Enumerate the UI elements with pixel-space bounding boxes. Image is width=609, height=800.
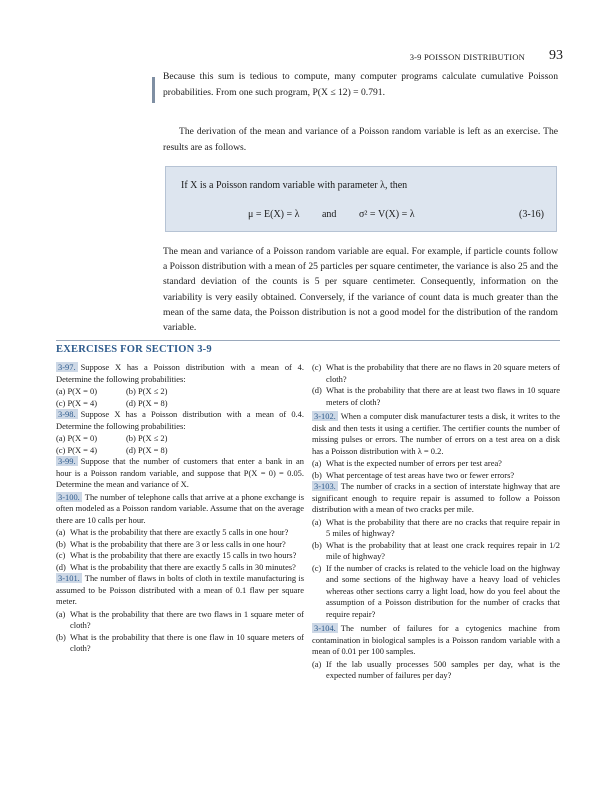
option-c: (c) P(X = 4) [56, 397, 98, 408]
mean-equation: μ = E(X) = λ [248, 209, 300, 220]
part-label: (c) [56, 550, 66, 560]
part-text: What is the probability that there are two flaws in 1 square meter of cloth? [70, 608, 304, 630]
exercise-number: 3-102. [314, 411, 336, 421]
exercise-text: The number of telephone calls that arrive at a phone exchange is often modeled as a Poisson random variable. Assume that on the average there are 10 calls per hour. [56, 491, 304, 525]
section-rule [56, 340, 560, 341]
part-text: What is the probability that there are exactly 5 calls in one hour? [70, 527, 289, 537]
part-label: (d) [56, 561, 66, 572]
part-label: (b) [56, 631, 66, 642]
exercise-number: 3-98. [58, 409, 76, 419]
exercise-text: The number of cracks in a section of interstate highway that are significant enough to require repair is assumed to follow a Poisson distribution with a mean of two cracks per mile. [312, 481, 560, 514]
margin-bar [152, 77, 155, 103]
page-number: 93 [549, 48, 563, 63]
definition-box [165, 166, 557, 232]
part-b [56, 632, 304, 655]
part-text: What is the probability that there are no cracks that require repair in 5 miles of highway? [326, 516, 560, 538]
exercise-3-99 [56, 456, 304, 491]
exercise-number: 3-104. [314, 623, 336, 633]
exercise-3-98 [56, 409, 304, 432]
intro-paragraph-2: The derivation of the mean and variance of a Poisson random variable is left as an exercise. The results are as follows. [163, 126, 558, 153]
part-a [312, 458, 560, 470]
part-text: What is the probability that there are exactly 5 calls in 30 minutes? [70, 561, 296, 572]
mean-variance-paragraph: The mean and variance of a Poisson random variable are equal. For example, if particle counts follow a Poisson distribution with a mean of 25 particles per square centimeter, the variance is also 25 and the standard deviation of the counts is 5 per square centimeter. Consequently, information on the variability is very easily obtained. Conversely, if the variance of count data is much greater than the mean of the same data, the Poisson distribution is not a good model for the distribution of the random variable. [163, 246, 558, 334]
part-text: What is the probability that there are no flaws in 20 square meters of cloth? [326, 362, 560, 384]
exercise-number: 3-100. [58, 491, 80, 502]
exercises-left-column [56, 362, 304, 655]
exercise-number: 3-101. [58, 573, 80, 583]
exercise-text: The number of flaws in bolts of cloth in textile manufacturing is assumed to be Poisson distributed with a mean of 0.1 flaw per square meter. [56, 573, 304, 606]
option-d: (d) P(X = 8) [126, 397, 168, 408]
part-b [56, 539, 304, 551]
part-a [56, 609, 304, 632]
part-b [312, 540, 560, 563]
exercise-options [56, 445, 304, 457]
exercise-number: 3-99. [58, 456, 76, 466]
part-text: What is the probability that there are at least two flaws in 10 square meters of cloth? [326, 385, 560, 407]
exercise-3-97 [56, 362, 304, 385]
option-a: (a) P(X = 0) [56, 386, 98, 396]
part-text: What is the probability that there is one flaw in 10 square meters of cloth? [70, 631, 304, 653]
exercise-number: 3-103. [314, 481, 336, 491]
part-label: (d) [312, 385, 322, 395]
part-label: (c) [312, 562, 322, 573]
part-text: If the lab usually processes 500 samples per day, what is the expected number of failures per day? [326, 658, 560, 680]
exercise-text: Suppose that the number of customers that enter a bank in an hour is a Poisson random variable, and suppose that P(X = 0) = 0.05. Determine the mean and variance of X. [56, 456, 304, 489]
exercise-text: Suppose X has a Poisson distribution with a mean of 0.4. Determine the following probabilities: [56, 409, 304, 431]
part-text: What is the probability that there are exactly 15 calls in two hours? [70, 550, 297, 560]
part-text: What percentage of test areas have two or fewer errors? [326, 469, 515, 480]
part-label: (a) [312, 516, 322, 527]
part-label: (b) [312, 469, 322, 480]
part-label: (a) [56, 527, 66, 537]
exercise-options [56, 433, 304, 445]
section-title: EXERCISES FOR SECTION 3-9 [56, 344, 212, 355]
exercise-3-100 [56, 492, 304, 527]
option-a: (a) P(X = 0) [56, 433, 98, 443]
option-c: (c) P(X = 4) [56, 444, 98, 455]
part-c [312, 563, 560, 621]
exercise-text: The number of failures for a cytogenics machine from contamination in biological samples is a Poisson random variable with a mean of 0.01 per 100 samples. [312, 623, 560, 656]
part-b [312, 470, 560, 482]
running-head: 3-9 POISSON DISTRIBUTION [409, 52, 525, 62]
part-label: (c) [312, 362, 322, 372]
part-label: (b) [56, 538, 66, 549]
variance-equation: σ² = V(X) = λ [358, 209, 415, 220]
part-c [56, 550, 304, 562]
part-a [312, 517, 560, 540]
part-a [56, 527, 304, 539]
exercise-text: Suppose X has a Poisson distribution with a mean of 4. Determine the following probabilities: [56, 362, 304, 384]
exercise-text: When a computer disk manufacturer tests a disk, it writes to the disk and then tests it using a certifier. The certifier counts the number of missing pulses or errors. The number of errors on a test area on a disk has a Poisson distribution with λ = 0.2. [312, 411, 560, 456]
part-d [56, 562, 304, 574]
part-a [312, 659, 560, 682]
intro-paragraph-1: Because this sum is tedious to compute, many computer programs calculate cumulative Poisson probabilities. From one such program, P(X ≤ 12) = 0.791. [163, 71, 558, 98]
equation-number: (3-16) [519, 209, 544, 220]
exercise-3-101 [56, 573, 304, 608]
equation-and: and [321, 209, 337, 220]
part-label: (a) [312, 658, 322, 669]
part-label: (a) [312, 458, 322, 468]
option-d: (d) P(X = 8) [126, 444, 168, 455]
option-b: (b) P(X ≤ 2) [126, 386, 168, 396]
exercise-3-102 [312, 411, 560, 457]
part-c [312, 362, 560, 385]
part-label: (b) [312, 539, 322, 550]
option-b: (b) P(X ≤ 2) [126, 433, 168, 443]
part-text: If the number of cracks is related to the vehicle load on the highway and some sections of the highway have a heavy load of vehicles whereas other sections carry a light load, how do you feel about the assumption of a Poisson distribution for the number of cracks that require repair? [326, 562, 560, 619]
exercise-number: 3-97. [58, 362, 76, 372]
exercise-options [56, 386, 304, 398]
box-equation [248, 209, 435, 220]
part-text: What is the probability that there are 3 or less calls in one hour? [70, 538, 286, 549]
part-text: What is the probability that at least one crack requires repair in 1/2 mile of highway? [326, 539, 560, 561]
exercise-options [56, 398, 304, 410]
part-label: (a) [56, 608, 66, 619]
part-d [312, 385, 560, 408]
exercises-right-column [312, 362, 560, 682]
exercise-3-104 [312, 623, 560, 658]
part-text: What is the expected number of errors per test area? [326, 458, 502, 468]
box-statement: If X is a Poisson random variable with parameter λ, then [181, 180, 408, 191]
exercise-3-103 [312, 481, 560, 516]
